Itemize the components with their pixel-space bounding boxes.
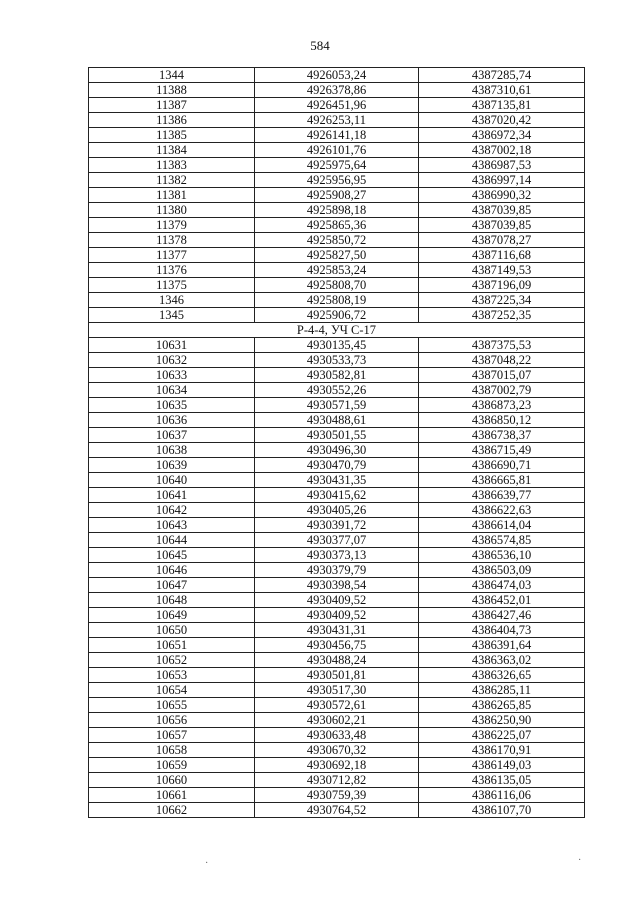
table-row — [89, 128, 585, 143]
point-number-cell: 10632 — [89, 353, 255, 368]
y-coordinate-cell: 4387002,18 — [419, 143, 585, 158]
x-coordinate-cell: 4926101,76 — [255, 143, 419, 158]
table-row — [89, 113, 585, 128]
x-coordinate-cell: 4930764,52 — [255, 803, 419, 818]
y-coordinate-cell: 4387039,85 — [419, 203, 585, 218]
table-row — [89, 743, 585, 758]
table-row — [89, 788, 585, 803]
point-number-cell: 10653 — [89, 668, 255, 683]
y-coordinate-cell: 4386622,63 — [419, 503, 585, 518]
y-coordinate-cell: 4386116,06 — [419, 788, 585, 803]
x-coordinate-cell: 4925850,72 — [255, 233, 419, 248]
point-number-cell: 10654 — [89, 683, 255, 698]
table-row — [89, 233, 585, 248]
x-coordinate-cell: 4930470,79 — [255, 458, 419, 473]
point-number-cell: 10655 — [89, 698, 255, 713]
x-coordinate-cell: 4930398,54 — [255, 578, 419, 593]
x-coordinate-cell: 4930431,35 — [255, 473, 419, 488]
point-number-cell: 11382 — [89, 173, 255, 188]
point-number-cell: 11387 — [89, 98, 255, 113]
point-number-cell: 11384 — [89, 143, 255, 158]
table-row — [89, 458, 585, 473]
y-coordinate-cell: 4387116,68 — [419, 248, 585, 263]
table-row — [89, 68, 585, 83]
x-coordinate-cell: 4930135,45 — [255, 338, 419, 353]
x-coordinate-cell: 4925808,70 — [255, 278, 419, 293]
point-number-cell: 10647 — [89, 578, 255, 593]
point-number-cell: 10636 — [89, 413, 255, 428]
x-coordinate-cell: 4926053,24 — [255, 68, 419, 83]
y-coordinate-cell: 4387285,74 — [419, 68, 585, 83]
x-coordinate-cell: 4930409,52 — [255, 593, 419, 608]
table-row — [89, 533, 585, 548]
table-row — [89, 383, 585, 398]
x-coordinate-cell: 4930517,30 — [255, 683, 419, 698]
table-row — [89, 488, 585, 503]
table-row — [89, 473, 585, 488]
table-body-part1 — [89, 68, 585, 323]
x-coordinate-cell: 4930670,32 — [255, 743, 419, 758]
table-row — [89, 368, 585, 383]
y-coordinate-cell: 4386639,77 — [419, 488, 585, 503]
scan-speck: · — [578, 855, 582, 866]
y-coordinate-cell: 4386972,34 — [419, 128, 585, 143]
y-coordinate-cell: 4386474,03 — [419, 578, 585, 593]
table-row — [89, 503, 585, 518]
x-coordinate-cell: 4930533,73 — [255, 353, 419, 368]
y-coordinate-cell: 4386427,46 — [419, 608, 585, 623]
table-row — [89, 308, 585, 323]
point-number-cell: 10652 — [89, 653, 255, 668]
table-row — [89, 143, 585, 158]
table-row — [89, 713, 585, 728]
y-coordinate-cell: 4387149,53 — [419, 263, 585, 278]
y-coordinate-cell: 4386326,65 — [419, 668, 585, 683]
point-number-cell: 10662 — [89, 803, 255, 818]
table-row — [89, 593, 585, 608]
x-coordinate-cell: 4925906,72 — [255, 308, 419, 323]
y-coordinate-cell: 4386149,03 — [419, 758, 585, 773]
point-number-cell: 10658 — [89, 743, 255, 758]
x-coordinate-cell: 4930377,07 — [255, 533, 419, 548]
y-coordinate-cell: 4387196,09 — [419, 278, 585, 293]
y-coordinate-cell: 4386363,02 — [419, 653, 585, 668]
x-coordinate-cell: 4930488,61 — [255, 413, 419, 428]
point-number-cell: 10640 — [89, 473, 255, 488]
x-coordinate-cell: 4930571,59 — [255, 398, 419, 413]
table-row — [89, 158, 585, 173]
x-coordinate-cell: 4930501,81 — [255, 668, 419, 683]
y-coordinate-cell: 4386574,85 — [419, 533, 585, 548]
table-row — [89, 293, 585, 308]
table-row — [89, 563, 585, 578]
x-coordinate-cell: 4926253,11 — [255, 113, 419, 128]
point-number-cell: 11380 — [89, 203, 255, 218]
table-row — [89, 668, 585, 683]
y-coordinate-cell: 4386225,07 — [419, 728, 585, 743]
y-coordinate-cell: 4386536,10 — [419, 548, 585, 563]
table-row — [89, 428, 585, 443]
point-number-cell: 11386 — [89, 113, 255, 128]
x-coordinate-cell: 4930431,31 — [255, 623, 419, 638]
x-coordinate-cell: 4926378,86 — [255, 83, 419, 98]
point-number-cell: 11388 — [89, 83, 255, 98]
table-row — [89, 773, 585, 788]
point-number-cell: 11379 — [89, 218, 255, 233]
x-coordinate-cell: 4926451,96 — [255, 98, 419, 113]
table-row — [89, 578, 585, 593]
point-number-cell: 10634 — [89, 383, 255, 398]
x-coordinate-cell: 4930488,24 — [255, 653, 419, 668]
table-row — [89, 698, 585, 713]
point-number-cell: 1344 — [89, 68, 255, 83]
y-coordinate-cell: 4386404,73 — [419, 623, 585, 638]
y-coordinate-cell: 4386990,32 — [419, 188, 585, 203]
point-number-cell: 11385 — [89, 128, 255, 143]
x-coordinate-cell: 4930501,55 — [255, 428, 419, 443]
point-number-cell: 10639 — [89, 458, 255, 473]
y-coordinate-cell: 4387252,35 — [419, 308, 585, 323]
point-number-cell: 10638 — [89, 443, 255, 458]
y-coordinate-cell: 4386391,64 — [419, 638, 585, 653]
x-coordinate-cell: 4930712,82 — [255, 773, 419, 788]
scan-speck: · — [205, 858, 209, 869]
x-coordinate-cell: 4925865,36 — [255, 218, 419, 233]
x-coordinate-cell: 4930692,18 — [255, 758, 419, 773]
point-number-cell: 11383 — [89, 158, 255, 173]
table-section — [89, 323, 585, 338]
x-coordinate-cell: 4930379,79 — [255, 563, 419, 578]
y-coordinate-cell: 4386873,23 — [419, 398, 585, 413]
x-coordinate-cell: 4930456,75 — [255, 638, 419, 653]
table-row — [89, 173, 585, 188]
coordinates-table — [88, 67, 585, 818]
table-row — [89, 728, 585, 743]
point-number-cell: 1345 — [89, 308, 255, 323]
y-coordinate-cell: 4387225,34 — [419, 293, 585, 308]
y-coordinate-cell: 4386452,01 — [419, 593, 585, 608]
x-coordinate-cell: 4930409,52 — [255, 608, 419, 623]
point-number-cell: 10646 — [89, 563, 255, 578]
point-number-cell: 10651 — [89, 638, 255, 653]
table-row — [89, 803, 585, 818]
table-row — [89, 398, 585, 413]
y-coordinate-cell: 4387015,07 — [419, 368, 585, 383]
x-coordinate-cell: 4925975,64 — [255, 158, 419, 173]
x-coordinate-cell: 4930391,72 — [255, 518, 419, 533]
y-coordinate-cell: 4386997,14 — [419, 173, 585, 188]
point-number-cell: 10645 — [89, 548, 255, 563]
y-coordinate-cell: 4387039,85 — [419, 218, 585, 233]
point-number-cell: 1346 — [89, 293, 255, 308]
y-coordinate-cell: 4386265,85 — [419, 698, 585, 713]
table-row — [89, 443, 585, 458]
point-number-cell: 11381 — [89, 188, 255, 203]
y-coordinate-cell: 4386715,49 — [419, 443, 585, 458]
point-number-cell: 11377 — [89, 248, 255, 263]
y-coordinate-cell: 4386690,71 — [419, 458, 585, 473]
table-row — [89, 623, 585, 638]
table-row — [89, 608, 585, 623]
y-coordinate-cell: 4386107,70 — [419, 803, 585, 818]
table-row — [89, 638, 585, 653]
y-coordinate-cell: 4387135,81 — [419, 98, 585, 113]
y-coordinate-cell: 4386987,53 — [419, 158, 585, 173]
table-row — [89, 758, 585, 773]
x-coordinate-cell: 4925808,19 — [255, 293, 419, 308]
table-row — [89, 338, 585, 353]
x-coordinate-cell: 4930373,13 — [255, 548, 419, 563]
point-number-cell: 10656 — [89, 713, 255, 728]
y-coordinate-cell: 4387020,42 — [419, 113, 585, 128]
table-row — [89, 98, 585, 113]
y-coordinate-cell: 4386250,90 — [419, 713, 585, 728]
y-coordinate-cell: 4386738,37 — [419, 428, 585, 443]
point-number-cell: 10644 — [89, 533, 255, 548]
x-coordinate-cell: 4930552,26 — [255, 383, 419, 398]
table-body-part2 — [89, 338, 585, 818]
table-row — [89, 278, 585, 293]
y-coordinate-cell: 4386503,09 — [419, 563, 585, 578]
table-row — [89, 548, 585, 563]
point-number-cell: 10660 — [89, 773, 255, 788]
y-coordinate-cell: 4387310,61 — [419, 83, 585, 98]
page-number: 584 — [310, 38, 330, 53]
section-heading-row — [89, 323, 585, 338]
point-number-cell: 11378 — [89, 233, 255, 248]
x-coordinate-cell: 4926141,18 — [255, 128, 419, 143]
y-coordinate-cell: 4387002,79 — [419, 383, 585, 398]
table-row — [89, 83, 585, 98]
x-coordinate-cell: 4930496,30 — [255, 443, 419, 458]
y-coordinate-cell: 4387048,22 — [419, 353, 585, 368]
table-row — [89, 218, 585, 233]
y-coordinate-cell: 4386614,04 — [419, 518, 585, 533]
x-coordinate-cell: 4930572,61 — [255, 698, 419, 713]
y-coordinate-cell: 4387078,27 — [419, 233, 585, 248]
point-number-cell: 11376 — [89, 263, 255, 278]
x-coordinate-cell: 4925908,27 — [255, 188, 419, 203]
section-heading: Р-4-4, УЧ С-17 — [89, 323, 585, 338]
table-row — [89, 188, 585, 203]
table-row — [89, 683, 585, 698]
x-coordinate-cell: 4925827,50 — [255, 248, 419, 263]
x-coordinate-cell: 4930415,62 — [255, 488, 419, 503]
coordinates-table-container — [88, 67, 584, 818]
point-number-cell: 10661 — [89, 788, 255, 803]
y-coordinate-cell: 4386135,05 — [419, 773, 585, 788]
x-coordinate-cell: 4930405,26 — [255, 503, 419, 518]
point-number-cell: 10643 — [89, 518, 255, 533]
table-row — [89, 518, 585, 533]
point-number-cell: 10633 — [89, 368, 255, 383]
point-number-cell: 10637 — [89, 428, 255, 443]
point-number-cell: 10659 — [89, 758, 255, 773]
table-row — [89, 353, 585, 368]
y-coordinate-cell: 4386285,11 — [419, 683, 585, 698]
table-row — [89, 653, 585, 668]
y-coordinate-cell: 4386850,12 — [419, 413, 585, 428]
y-coordinate-cell: 4386170,91 — [419, 743, 585, 758]
x-coordinate-cell: 4925956,95 — [255, 173, 419, 188]
point-number-cell: 10635 — [89, 398, 255, 413]
y-coordinate-cell: 4387375,53 — [419, 338, 585, 353]
table-row — [89, 263, 585, 278]
y-coordinate-cell: 4386665,81 — [419, 473, 585, 488]
point-number-cell: 10649 — [89, 608, 255, 623]
table-row — [89, 203, 585, 218]
point-number-cell: 10642 — [89, 503, 255, 518]
point-number-cell: 10631 — [89, 338, 255, 353]
point-number-cell: 10657 — [89, 728, 255, 743]
x-coordinate-cell: 4925853,24 — [255, 263, 419, 278]
point-number-cell: 10641 — [89, 488, 255, 503]
table-row — [89, 413, 585, 428]
x-coordinate-cell: 4930759,39 — [255, 788, 419, 803]
x-coordinate-cell: 4930633,48 — [255, 728, 419, 743]
table-row — [89, 248, 585, 263]
point-number-cell: 11375 — [89, 278, 255, 293]
point-number-cell: 10648 — [89, 593, 255, 608]
x-coordinate-cell: 4925898,18 — [255, 203, 419, 218]
point-number-cell: 10650 — [89, 623, 255, 638]
x-coordinate-cell: 4930582,81 — [255, 368, 419, 383]
x-coordinate-cell: 4930602,21 — [255, 713, 419, 728]
